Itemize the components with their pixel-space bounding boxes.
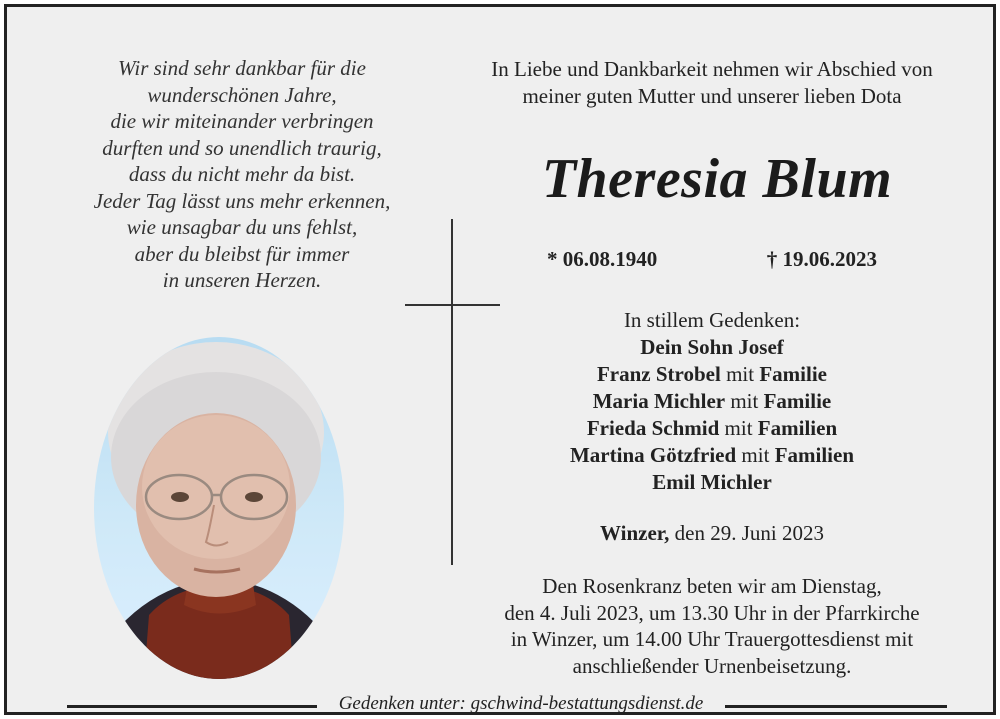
cross-icon-horizontal — [405, 304, 500, 306]
poem — [27, 55, 457, 294]
mourner-name: Franz Strobel — [596, 362, 721, 386]
mourner-family: Familien — [757, 416, 838, 440]
poem-line: durften und so unendlich traurig, — [102, 135, 382, 160]
mourner-name: Emil Michler — [652, 470, 772, 494]
poem-line: wie unsagbar du uns fehlst, — [126, 215, 358, 239]
mourner-name: Dein Sohn Josef — [640, 335, 784, 359]
service-line: den 4. Juli 2023, um 13.30 Uhr in der Pfarrkirche — [504, 600, 920, 625]
poem-line: aber du bleibst für immer — [134, 241, 350, 266]
mourners-heading: In stillem Gedenken: — [623, 308, 801, 332]
poem-line: die wir miteinander verbringen — [110, 109, 374, 133]
mourner-name: Frieda Schmid — [586, 416, 720, 440]
death-date: † 19.06.2023 — [766, 247, 877, 271]
portrait-photo — [94, 337, 344, 679]
poem-line: Jeder Tag lässt uns mehr erkennen, — [93, 188, 391, 213]
mourner-connector: mit — [725, 389, 764, 413]
poem-line: wunderschönen Jahre, — [147, 82, 337, 107]
mourner-line — [477, 361, 947, 388]
mourner-line — [477, 388, 947, 415]
service-line: Den Rosenkranz beten wir am Dienstag, — [542, 574, 882, 598]
mourner-line — [477, 334, 947, 361]
mourner-line — [477, 415, 947, 442]
intro-line: meiner guten Mutter und unserer lieben Dota — [522, 84, 902, 108]
poem-line: Wir sind sehr dankbar für die — [118, 56, 366, 80]
intro-line: In Liebe und Dankbarkeit nehmen wir Abschied von — [491, 57, 933, 81]
service-line: anschließender Urnenbeisetzung. — [572, 653, 852, 678]
intro-text — [447, 56, 977, 110]
footer-rule-left — [67, 705, 317, 708]
birth-date: * 06.08.1940 — [547, 247, 658, 271]
life-dates — [547, 247, 877, 272]
footer — [67, 693, 947, 717]
cross-icon-vertical — [451, 219, 453, 565]
mourner-family: Familien — [774, 443, 855, 467]
place-date-text: den 29. Juni 2023 — [669, 521, 824, 545]
obituary-frame — [4, 4, 996, 715]
place-date — [477, 521, 947, 546]
mourner-connector: mit — [720, 362, 760, 386]
mourner-line — [477, 469, 947, 496]
deceased-name: Theresia Blum — [541, 148, 893, 210]
mourner-line — [477, 442, 947, 469]
poem-line: in unseren Herzen. — [162, 268, 322, 292]
portrait-illustration — [94, 337, 344, 679]
footer-rule-right — [725, 705, 947, 708]
mourner-connector: mit — [719, 416, 758, 440]
poem-line: dass du nicht mehr da bist. — [128, 162, 356, 186]
mourner-name: Martina Götzfried — [569, 443, 737, 467]
mourner-connector: mit — [736, 443, 775, 467]
service-info — [447, 573, 977, 679]
footer-link[interactable]: Gedenken unter: gschwind-bestattungsdienst.de — [338, 693, 704, 714]
mourner-family: Familie — [759, 362, 828, 386]
service-line: in Winzer, um 14.00 Uhr Trauergottesdienst mit — [510, 627, 914, 651]
place-town: Winzer, — [600, 521, 670, 545]
mourners-list — [477, 307, 947, 496]
mourner-family: Familie — [763, 389, 832, 413]
mourner-name: Maria Michler — [592, 389, 726, 413]
